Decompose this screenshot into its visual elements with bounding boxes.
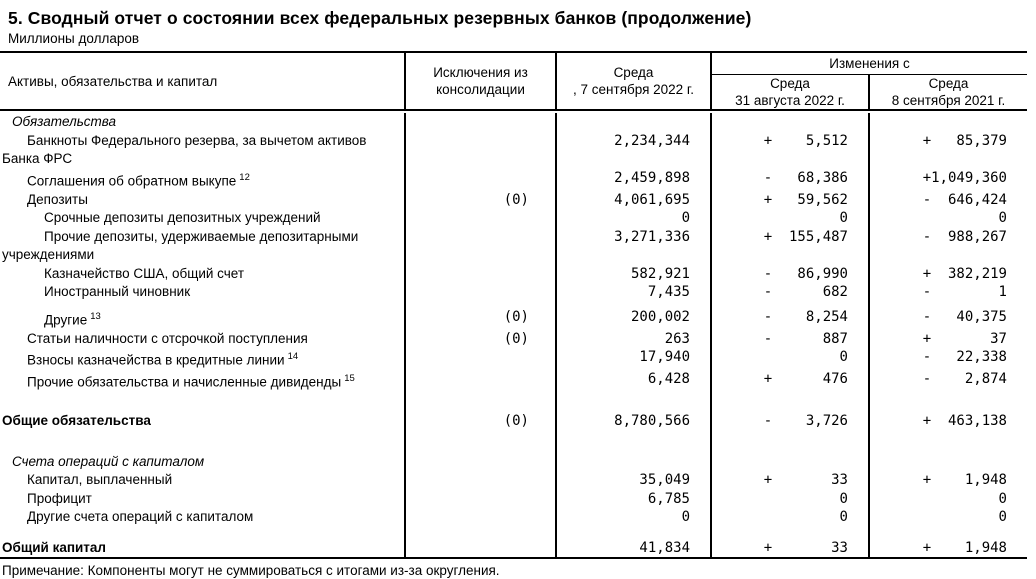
exclusions-value bbox=[404, 392, 555, 412]
change-aug-value bbox=[710, 527, 868, 539]
row-label: Прочие обязательства и начисленные дивиденды $^{15}$ bbox=[27, 373, 355, 390]
table-row bbox=[0, 348, 1027, 370]
change-aug-value bbox=[710, 453, 868, 472]
header-changes-group bbox=[710, 53, 1027, 109]
change-sep-value bbox=[868, 392, 1027, 412]
change-sep-value bbox=[868, 453, 1027, 472]
table-row bbox=[0, 370, 1027, 392]
row-label: Счета операций с капиталом bbox=[12, 453, 205, 469]
wednesday-value: 200,002 bbox=[555, 308, 710, 330]
header-changes-title: Изменения с bbox=[712, 53, 1027, 75]
row-label bbox=[0, 392, 404, 412]
header-wednesday-line1: Среда bbox=[613, 65, 654, 80]
change-sep-value: + 1,948 bbox=[868, 539, 1027, 558]
exclusions-value bbox=[404, 228, 555, 265]
change-aug-value: - 68,386 bbox=[710, 169, 868, 191]
table-row bbox=[0, 330, 1027, 349]
table-row bbox=[0, 265, 1027, 284]
row-label: Обязательства bbox=[12, 114, 117, 129]
change-sep-value: - 2,874 bbox=[868, 370, 1027, 392]
wednesday-value: 8,780,566 bbox=[555, 412, 710, 431]
header-exclusions-text: Исключения из консолидации bbox=[433, 65, 528, 97]
change-sep-value: - 646,424 bbox=[868, 191, 1027, 210]
change-sep-value bbox=[868, 527, 1027, 539]
table-row bbox=[0, 228, 1027, 265]
change-aug-value: - 86,990 bbox=[710, 265, 868, 284]
change-aug-value: + 33 bbox=[710, 539, 868, 558]
change-aug-value: + 33 bbox=[710, 471, 868, 490]
change-aug-value: - 682 bbox=[710, 283, 868, 302]
exclusions-value bbox=[404, 283, 555, 302]
header-change-aug-column bbox=[712, 75, 868, 109]
row-label: Банкноты Федерального резерва, за вычетом активов Банка ФРС bbox=[2, 132, 367, 166]
exclusions-value bbox=[404, 113, 555, 132]
exclusions-value bbox=[404, 490, 555, 509]
change-sep-value: + 1,948 bbox=[868, 471, 1027, 490]
table-row bbox=[0, 113, 1027, 132]
table-row bbox=[0, 132, 1027, 169]
spacer-row bbox=[0, 431, 1027, 453]
row-label bbox=[0, 527, 404, 539]
header-changes-subcolumns bbox=[712, 75, 1027, 109]
change-aug-value: - 3,726 bbox=[710, 412, 868, 431]
table-row bbox=[0, 209, 1027, 228]
wednesday-value bbox=[555, 453, 710, 472]
table-row bbox=[0, 539, 1027, 558]
change-sep-value bbox=[868, 431, 1027, 453]
balance-table bbox=[0, 51, 1027, 559]
change-aug-value: - 8,254 bbox=[710, 308, 868, 330]
row-label: Другие $^{13}$ bbox=[44, 310, 101, 327]
exclusions-value bbox=[404, 132, 555, 169]
change-aug-value: 0 bbox=[710, 490, 868, 509]
table-row bbox=[0, 169, 1027, 191]
change-aug-value: - 887 bbox=[710, 330, 868, 349]
table-row bbox=[0, 490, 1027, 509]
exclusions-value bbox=[404, 370, 555, 392]
table-row bbox=[0, 471, 1027, 490]
exclusions-value bbox=[404, 209, 555, 228]
header-change-aug-line2: 31 августа 2022 г. bbox=[735, 93, 845, 108]
exclusions-value bbox=[404, 527, 555, 539]
change-sep-value: - 22,338 bbox=[868, 348, 1027, 370]
footnote-reference: 15 bbox=[344, 373, 355, 384]
page-title: 5. Сводный отчет о состоянии всех федеральных резервных банков (продолжение) bbox=[8, 8, 752, 28]
header-change-sep-line2: 8 сентября 2021 г. bbox=[891, 93, 1006, 108]
wednesday-value: 263 bbox=[555, 330, 710, 349]
exclusions-value bbox=[404, 348, 555, 370]
spacer-row bbox=[0, 527, 1027, 539]
change-sep-value: 0 bbox=[868, 209, 1027, 228]
row-label: Срочные депозиты депозитных учреждений bbox=[44, 210, 321, 225]
row-label: Статьи наличности с отсрочкой поступления bbox=[27, 330, 308, 346]
exclusions-value: (0) bbox=[404, 308, 555, 330]
change-aug-value bbox=[710, 392, 868, 412]
wednesday-value: 582,921 bbox=[555, 265, 710, 284]
wednesday-value bbox=[555, 392, 710, 412]
change-sep-value: + 37 bbox=[868, 330, 1027, 349]
row-label: Общие обязательства bbox=[2, 413, 151, 428]
change-aug-value bbox=[710, 431, 868, 453]
change-aug-value: + 155,487 bbox=[710, 228, 868, 265]
wednesday-value: 0 bbox=[555, 209, 710, 228]
exclusions-value: (0) bbox=[404, 412, 555, 431]
header-exclusions-column bbox=[404, 53, 555, 109]
change-sep-value bbox=[868, 113, 1027, 132]
wednesday-value: 41,834 bbox=[555, 539, 710, 558]
row-label bbox=[0, 431, 404, 453]
wednesday-value bbox=[555, 113, 710, 132]
table-row bbox=[0, 412, 1027, 431]
exclusions-value bbox=[404, 431, 555, 453]
header-change-sep-column bbox=[868, 75, 1027, 109]
change-sep-value: 0 bbox=[868, 508, 1027, 527]
row-label: Иностранный чиновник bbox=[44, 284, 191, 299]
header-change-aug-line1: Среда bbox=[770, 76, 810, 91]
exclusions-value: (0) bbox=[404, 191, 555, 210]
change-sep-value: + 463,138 bbox=[868, 412, 1027, 431]
change-sep-value: +1,049,360 bbox=[868, 169, 1027, 191]
wednesday-value: 17,940 bbox=[555, 348, 710, 370]
wednesday-value: 2,459,898 bbox=[555, 169, 710, 191]
wednesday-value bbox=[555, 527, 710, 539]
spacer-row bbox=[0, 392, 1027, 412]
change-sep-value: - 988,267 bbox=[868, 228, 1027, 265]
table-row bbox=[0, 283, 1027, 302]
table-row bbox=[0, 308, 1027, 330]
footnote-reference: 14 bbox=[287, 351, 299, 362]
exclusions-value bbox=[404, 471, 555, 490]
wednesday-value: 6,428 bbox=[555, 370, 710, 392]
wednesday-value: 35,049 bbox=[555, 471, 710, 490]
change-aug-value bbox=[710, 113, 868, 132]
table-header bbox=[0, 53, 1027, 111]
row-label: Прочие депозиты, удерживаемые депозитарными учреждениями bbox=[2, 228, 359, 262]
table-row bbox=[0, 453, 1027, 472]
row-label: Депозиты bbox=[27, 191, 88, 207]
wednesday-value bbox=[555, 431, 710, 453]
change-sep-value: - 1 bbox=[868, 283, 1027, 302]
change-aug-value: 0 bbox=[710, 348, 868, 370]
exclusions-value bbox=[404, 508, 555, 527]
change-aug-value: + 476 bbox=[710, 370, 868, 392]
exclusions-value bbox=[404, 169, 555, 191]
exclusions-value: (0) bbox=[404, 330, 555, 349]
wednesday-value: 6,785 bbox=[555, 490, 710, 509]
change-aug-value: 0 bbox=[710, 508, 868, 527]
wednesday-value: 7,435 bbox=[555, 283, 710, 302]
table-body bbox=[0, 111, 1027, 559]
units-label: Миллионы долларов bbox=[8, 31, 140, 46]
header-wednesday-column bbox=[555, 53, 710, 109]
change-aug-value: + 5,512 bbox=[710, 132, 868, 169]
wednesday-value: 0 bbox=[555, 508, 710, 527]
row-label: Соглашения об обратном выкупе $^{12}$ bbox=[27, 171, 250, 188]
header-wednesday-line2: , 7 сентября 2022 г. bbox=[573, 82, 694, 97]
footnote-reference: 13 bbox=[90, 310, 101, 322]
exclusions-value bbox=[404, 539, 555, 558]
table-row bbox=[0, 191, 1027, 210]
wednesday-value: 4,061,695 bbox=[555, 191, 710, 210]
row-label: Казначейство США, общий счет bbox=[44, 265, 245, 281]
change-sep-value: + 85,379 bbox=[868, 132, 1027, 169]
header-change-sep-line1: Среда bbox=[928, 76, 969, 91]
row-label: Общий капитал bbox=[2, 539, 106, 555]
footnote: Примечание: Компоненты могут не суммироваться с итогами из-за округления. bbox=[2, 563, 500, 578]
exclusions-value bbox=[404, 453, 555, 472]
change-aug-value: 0 bbox=[710, 209, 868, 228]
change-sep-value: - 40,375 bbox=[868, 308, 1027, 330]
footnote-reference: 12 bbox=[239, 171, 250, 183]
row-label: Капитал, выплаченный bbox=[27, 472, 173, 487]
wednesday-value: 3,271,336 bbox=[555, 228, 710, 265]
row-label: Другие счета операций с капиталом bbox=[27, 509, 254, 524]
row-label: Профицит bbox=[27, 490, 92, 506]
change-sep-value: 0 bbox=[868, 490, 1027, 509]
change-aug-value: + 59,562 bbox=[710, 191, 868, 210]
table-row bbox=[0, 508, 1027, 527]
row-label: Взносы казначейства в кредитные линии $^{14}$ bbox=[27, 351, 299, 368]
header-label-column: Активы, обязательства и капитал bbox=[8, 73, 218, 89]
exclusions-value bbox=[404, 265, 555, 284]
change-sep-value: + 382,219 bbox=[868, 265, 1027, 284]
wednesday-value: 2,234,344 bbox=[555, 132, 710, 169]
